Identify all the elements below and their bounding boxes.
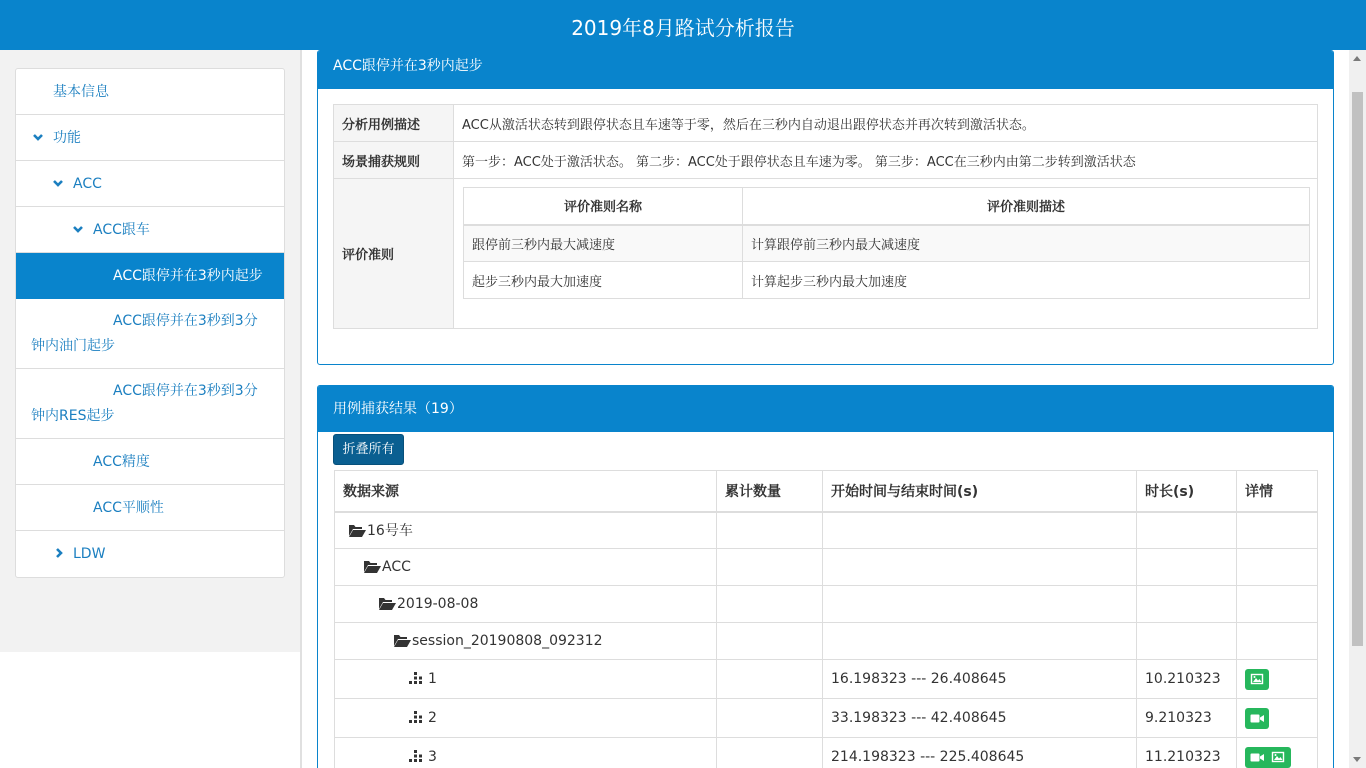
scroll-down-arrow-icon[interactable] xyxy=(1353,757,1361,762)
time-range: 33.198323 --- 42.408645 xyxy=(823,699,1137,738)
tree-row-folder[interactable] xyxy=(335,549,1318,586)
column-header: 评价准则名称 xyxy=(464,188,743,225)
sidebar-item-label: ACC跟车 xyxy=(93,222,150,238)
criteria-name: 起步三秒内最大加速度 xyxy=(464,262,743,299)
sidebar-item-acc-follow[interactable] xyxy=(16,207,284,253)
row-label: 分析用例描述 xyxy=(334,105,454,142)
table-row xyxy=(335,738,1318,768)
sidebar-item-basic-info[interactable] xyxy=(16,69,284,115)
row-label: 场景捕获规则 xyxy=(334,142,454,179)
column-header: 数据来源 xyxy=(335,471,717,512)
sidebar-item-acc-stop-go-3s[interactable] xyxy=(16,253,284,299)
results-table xyxy=(334,470,1318,768)
image-icon[interactable] xyxy=(1245,669,1269,690)
row-id: 1 xyxy=(428,670,437,687)
capture-results-panel xyxy=(317,385,1334,768)
scroll-up-arrow-icon[interactable] xyxy=(1353,56,1361,61)
criteria-name: 跟停前三秒内最大减速度 xyxy=(464,225,743,262)
app-header xyxy=(0,0,1366,50)
sidebar-item-acc-stop-res[interactable] xyxy=(16,369,284,439)
time-range: 214.198323 --- 225.408645 xyxy=(823,738,1137,768)
video-camera-icon xyxy=(1251,753,1265,761)
column-header: 评价准则描述 xyxy=(743,188,1310,225)
tree-row-folder[interactable] xyxy=(335,586,1318,623)
column-header: 时长(s) xyxy=(1137,471,1237,512)
sidebar-item-label: 基本信息 xyxy=(53,84,109,100)
collapse-all-button[interactable]: 折叠所有 xyxy=(333,434,404,465)
column-header: 累计数量 xyxy=(717,471,823,512)
sidebar-item-label: LDW xyxy=(73,546,106,562)
row-value: ACC从激活状态转到跟停状态且车速等于零，然后在三秒内自动退出跟停状态并再次转到激活状态。 xyxy=(454,105,1318,142)
sidebar-divider xyxy=(300,50,302,768)
sitemap-icon xyxy=(409,672,423,688)
folder-label: session_20190808_092312 xyxy=(412,633,603,649)
sidebar-item-functions[interactable] xyxy=(16,115,284,161)
folder-open-icon xyxy=(394,634,409,646)
page-scrollbar[interactable] xyxy=(1349,50,1366,768)
criteria-table xyxy=(463,187,1310,299)
sidebar-item-label: ACC跟停并在3秒内起步 xyxy=(113,268,263,284)
chevron-right-icon xyxy=(54,531,64,597)
sidebar-nav xyxy=(15,68,285,578)
duration: 9.210323 xyxy=(1137,699,1237,738)
row-id: 3 xyxy=(428,748,437,765)
table-row xyxy=(464,225,1310,262)
row-label: 评价准则 xyxy=(334,179,454,329)
table-row xyxy=(464,262,1310,299)
panel-title: ACC跟停并在3秒内起步 xyxy=(318,51,1333,89)
table-row xyxy=(335,699,1318,738)
video-camera-icon[interactable] xyxy=(1245,708,1269,729)
folder-label: 2019-08-08 xyxy=(397,596,479,612)
duration: 11.210323 xyxy=(1137,738,1237,768)
sidebar-item-label: ACC平顺性 xyxy=(93,500,164,516)
sidebar-item-label: ACC跟停并在3秒到3分钟内RES起步 xyxy=(31,383,258,424)
row-id: 2 xyxy=(428,709,437,726)
criteria-description: 计算起步三秒内最大加速度 xyxy=(743,262,1310,299)
table-row xyxy=(335,660,1318,699)
time-range: 16.198323 --- 26.408645 xyxy=(823,660,1137,699)
media-badge xyxy=(1245,747,1291,768)
sidebar-item-acc-smoothness[interactable] xyxy=(16,485,284,531)
folder-open-icon xyxy=(349,524,364,536)
row-value: 第一步：ACC处于激活状态。 第二步：ACC处于跟停状态且车速为零。 第三步：ACC在三秒内由第二步转到激活状态 xyxy=(454,142,1318,179)
duration: 10.210323 xyxy=(1137,660,1237,699)
column-header: 详情 xyxy=(1237,471,1318,512)
tree-row-folder[interactable] xyxy=(335,512,1318,549)
sidebar-item-ldw[interactable] xyxy=(16,531,284,577)
sitemap-icon xyxy=(409,750,423,766)
folder-label: 16号车 xyxy=(367,523,413,540)
sidebar-item-label: ACC xyxy=(73,176,102,192)
image-icon xyxy=(1273,752,1284,761)
panel-title: 用例捕获结果（19） xyxy=(318,386,1333,432)
sidebar-item-acc-precision[interactable] xyxy=(16,439,284,485)
tree-row-folder[interactable] xyxy=(335,623,1318,660)
sidebar-item-label: 功能 xyxy=(53,130,81,146)
folder-open-icon xyxy=(364,560,379,572)
folder-open-icon xyxy=(379,597,394,609)
sidebar-item-label: ACC精度 xyxy=(93,454,150,470)
page-title: 2019年8月路试分析报告 xyxy=(571,16,795,40)
scrollbar-thumb[interactable] xyxy=(1352,92,1363,646)
column-header: 开始时间与结束时间(s) xyxy=(823,471,1137,512)
criteria-description: 计算跟停前三秒内最大减速度 xyxy=(743,225,1310,262)
sitemap-icon xyxy=(409,711,423,727)
folder-label: ACC xyxy=(382,559,411,575)
case-description-panel xyxy=(317,50,1334,365)
sidebar-item-acc-stop-throttle[interactable] xyxy=(16,299,284,369)
sidebar-item-acc[interactable] xyxy=(16,161,284,207)
sidebar-item-label: ACC跟停并在3秒到3分钟内油门起步 xyxy=(31,313,258,354)
